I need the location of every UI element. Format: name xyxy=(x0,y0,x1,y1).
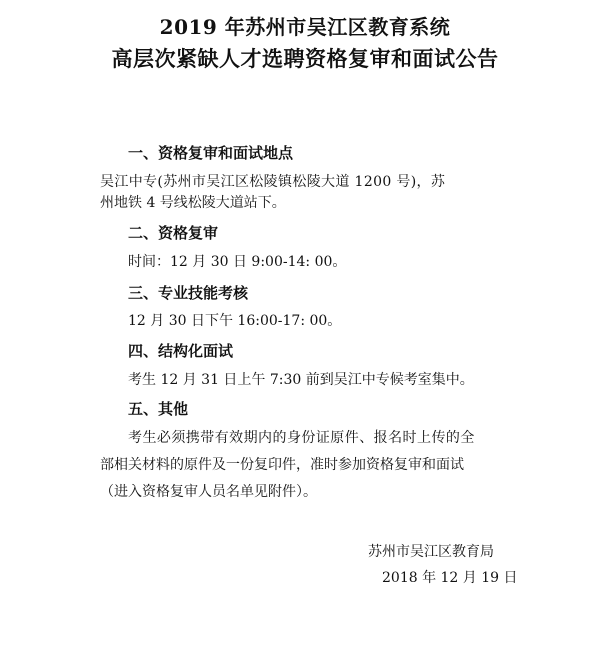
section-location-line-1: 吴江中专(苏州市吴江区松陵镇松陵大道 1200 号)，苏 xyxy=(100,174,446,190)
section-other-line-3: （进入资格复审人员名单见附件）。 xyxy=(100,484,317,500)
section-other-line-1: 考生必须携带有效期内的身份证原件、报名时上传的全 xyxy=(128,430,475,446)
signature-organization: 苏州市吴江区教育局 xyxy=(368,544,494,560)
section-heading-skills-assessment: 三、专业技能考核 xyxy=(128,284,249,302)
signature-date: 2018 年 12 月 19 日 xyxy=(382,570,518,586)
section-heading-structured-interview: 四、结构化面试 xyxy=(128,342,234,360)
section-other-line-2: 部相关材料的原件及一份复印件，准时参加资格复审和面试 xyxy=(100,457,464,473)
section-heading-other: 五、其他 xyxy=(128,400,189,418)
section-skills-assessment-time: 12 月 30 日下午 16:00-17: 00。 xyxy=(128,313,342,329)
section-qualification-review-time: 时间：12 月 30 日 9:00-14: 00。 xyxy=(128,254,347,270)
section-heading-location: 一、资格复审和面试地点 xyxy=(128,144,294,162)
section-structured-interview-time: 考生 12 月 31 日上午 7:30 前到吴江中专候考室集中。 xyxy=(128,372,474,388)
section-heading-qualification-review: 二、资格复审 xyxy=(128,224,219,242)
document-title-line-2: 高层次紧缺人才选聘资格复审和面试公告 xyxy=(111,46,499,71)
document-title-line-1: 2019 年苏州市吴江区教育系统 xyxy=(159,15,451,39)
section-location-line-2: 州地铁 4 号线松陵大道站下。 xyxy=(100,195,286,211)
